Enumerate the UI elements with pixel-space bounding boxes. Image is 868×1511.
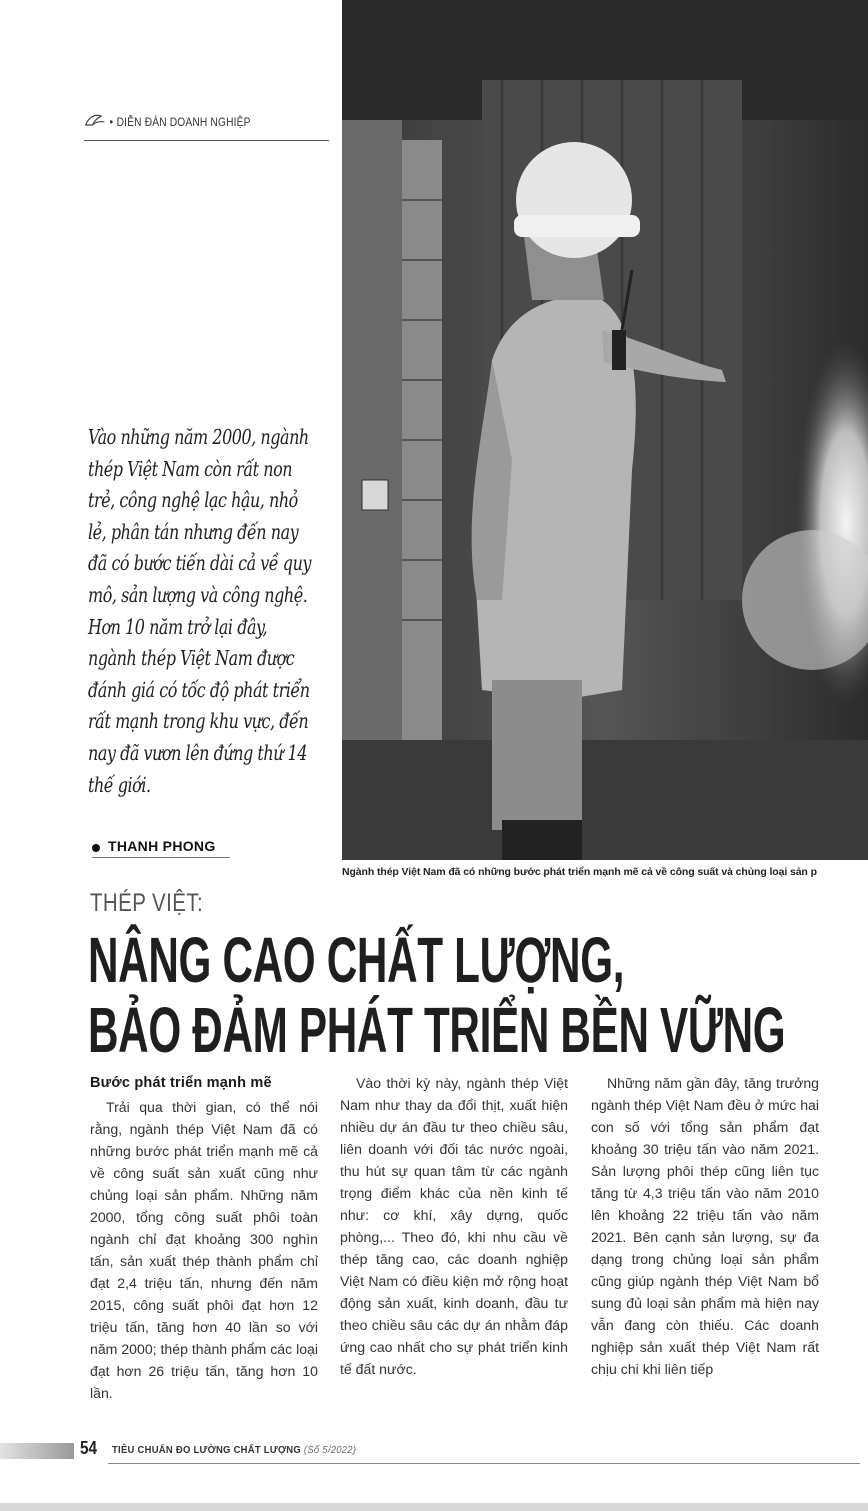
- body-column-3: [591, 1072, 819, 1380]
- footer-divider: [108, 1463, 860, 1464]
- section-bullet: •: [109, 114, 114, 129]
- page-number: 54: [80, 1438, 98, 1458]
- section-tag: [84, 112, 251, 131]
- author-name: THANH PHONG: [108, 838, 216, 854]
- page-edge: [0, 1503, 868, 1511]
- section-divider: [84, 140, 329, 141]
- lead-paragraph: Vào những năm 2000, ngành thép Việt Nam còn rất non trẻ, công nghệ lạc hậu, nhỏ lẻ, phân tán nhưng đến nay đã có bước tiến dài cả về quy mô, sản lượng và công nghệ. Hơn 10 năm trở lại đây, ngành thép Việt Nam được đánh giá có tốc độ phát triển rất mạnh trong khu vực, đến nay đã vươn lên đứng thứ 14 thế giới.: [88, 425, 311, 797]
- leaf-icon: [84, 112, 106, 131]
- author-bullet: [92, 844, 100, 852]
- body-paragraph: Vào thời kỳ này, ngành thép Việt Nam như thay da đổi thịt, xuất hiện nhiều dự án đầu tư theo chiều sâu, liên doanh với đối tác nước ngoài, thu hút sự quan tâm từ các ngành trọng điểm khác của nền kinh tế như: cơ khí, xây dựng, quốc phòng,... Theo đó, khi nhu cầu về thép tăng cao, các doanh nghiệp Việt Nam có điều kiện mở rộng hoạt động sản xuất, kinh doanh, đầu tư theo chiều sâu các dự án nhằm đáp ứng cao nhất cho sự phát triển kinh tế đất nước.: [340, 1075, 568, 1377]
- body-paragraph: Những năm gần đây, tăng trưởng ngành thép Việt Nam đều ở mức hai con số với tổng sản phẩm đạt khoảng 30 triệu tấn vào năm 2021. Sản lượng phôi thép cũng liên tục tăng từ 4,3 triệu tấn vào năm 2010 lên khoảng 22 triệu tấn vào năm 2021. Bên cạnh sản lượng, sự đa dạng trong chủng loại sản phẩm cũng giúp ngành thép Việt Nam bổ sung đủ loại sản phẩm mà hiện nay vẫn đang còn thiếu. Các doanh nghiệp sản xuất thép Việt Nam rất chịu chi khi liên tiếp: [591, 1075, 819, 1377]
- body-column-2: [340, 1072, 568, 1380]
- publication-name: TIÊU CHUẨN ĐO LƯỜNG CHẤT LƯỢNG: [112, 1444, 301, 1456]
- photo-caption: Ngành thép Việt Nam đã có những bước phát triển mạnh mẽ cả về công suất và chủng loại sản p: [342, 866, 817, 878]
- section-label: DIỄN ĐÀN DOANH NGHIỆP: [116, 114, 251, 129]
- headline-line-2: BẢO ĐẢM PHÁT TRIỂN BỀN VỮNG: [88, 994, 786, 1066]
- body-subhead: Bước phát triển mạnh mẽ: [90, 1075, 272, 1091]
- author-byline: [92, 838, 216, 854]
- publication-title: [112, 1444, 356, 1456]
- headline-line-1: NÂNG CAO CHẤT LƯỢNG,: [88, 924, 625, 996]
- headline-kicker: THÉP VIỆT:: [90, 889, 204, 917]
- footer-gradient-bar: [0, 1443, 74, 1459]
- issue-number: (Số 5/2022): [303, 1444, 357, 1456]
- author-divider: [92, 857, 230, 858]
- body-paragraph: Trải qua thời gian, có thể nói rằng, ngành thép Việt Nam đã có những bước phát triển mạnh mẽ cả về công suất sản xuất cũng như chủng loại sản phẩm. Những năm 2000, tổng công suất phôi toàn ngành chỉ đạt khoảng 300 nghìn tấn, sản xuất thép thành phẩm chỉ đạt 2,4 triệu tấn, nhưng đến năm 2015, công suất phôi đạt hơn 12 triệu tấn, tăng hơn 40 lần so với năm 2000; thép thành phẩm các loại đạt hơn 26 triệu tấn, tăng hơn 10 lần.: [90, 1099, 319, 1401]
- body-column-1: [90, 1072, 318, 1404]
- steel-worker-photo: [342, 0, 868, 860]
